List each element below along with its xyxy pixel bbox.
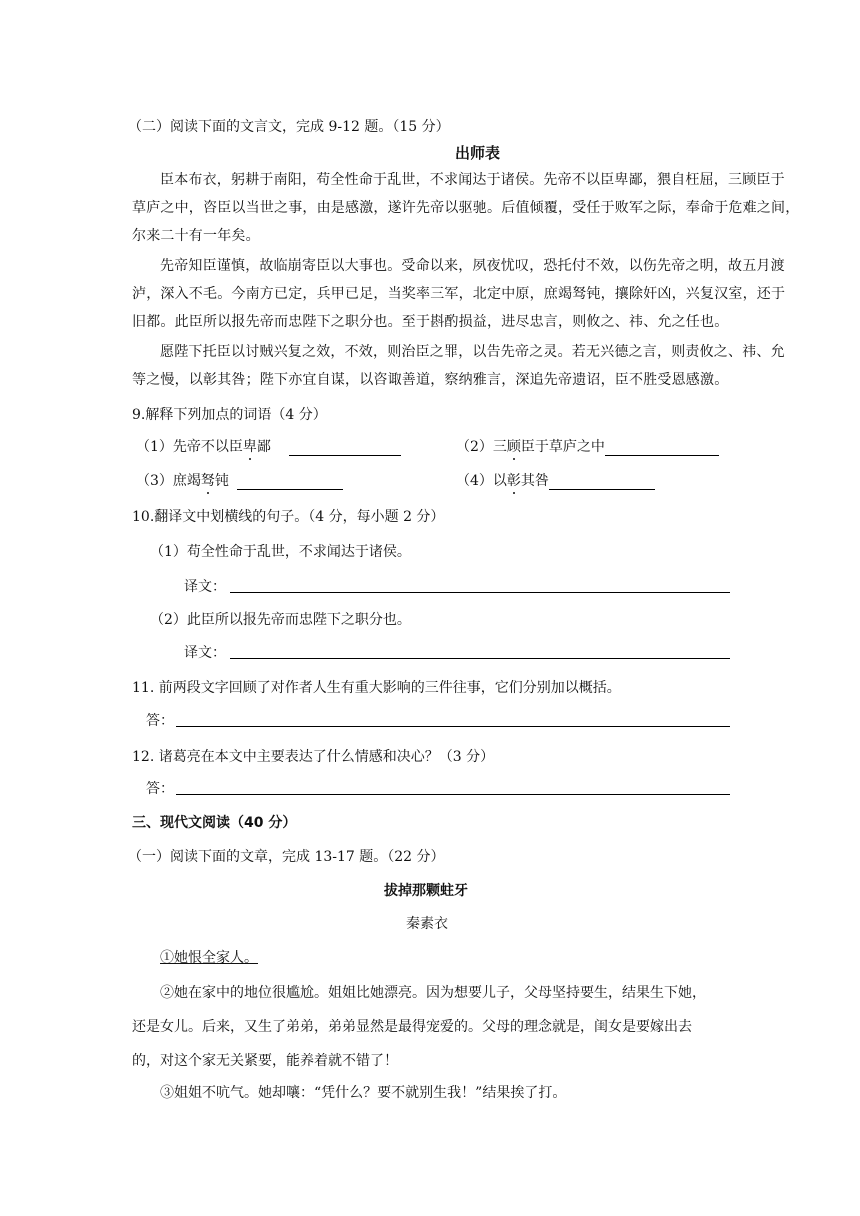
q10-sentence-2: （2）此臣所以报先帝而忠陛下之职分也。 [150, 612, 411, 628]
passage-line: 草庐之中，咨臣以当世之事，由是感激，遂许先帝以驱驰。后值倾覆，受任于败军之际，奉命于危难之间， [132, 200, 800, 216]
q9-item-text: （2）三 [456, 439, 507, 455]
q10-sentence-1: （1）苟全性命于乱世，不求闻达于诸侯。 [150, 544, 411, 560]
answer-line[interactable] [230, 592, 730, 593]
passage-line: 愿陛下托臣以讨贼兴复之效，不效，则治臣之罪，以告先帝之灵。若无兴德之言，则责攸之、祎、允 [160, 344, 785, 360]
question-10-title: 10.翻译文中划横线的句子。（4 分，每小题 2 分） [132, 509, 445, 525]
answer-line[interactable] [176, 726, 730, 727]
answer-label: 答： [146, 781, 174, 797]
dotted-char: 顾 [506, 439, 521, 455]
question-11-title: 11. 前两段文字回顾了对作者人生有重大影响的三件往事，它们分别加以概括。 [132, 680, 621, 696]
sub-section-header: （一）阅读下面的文章，完成 13-17 题。（22 分） [128, 849, 445, 865]
passage-line: 等之慢，以彰其咎；陛下亦宜自谋，以咨诹善道，察纳雅言，深追先帝遗诏，臣不胜受恩感激。 [132, 372, 729, 388]
answer-blank[interactable] [549, 475, 655, 490]
q9-item-1 [136, 436, 401, 456]
section-header: 三、现代文阅读（40 分） [132, 815, 297, 831]
article-paragraph: ③姐姐不吭气。她却嚷：“凭什么？要不就别生我！”结果挨了打。 [160, 1085, 567, 1101]
article-author: 秦素衣 [406, 916, 448, 932]
passage-title: 出师表 [455, 144, 501, 162]
q9-item-text: 臣于草庐之中 [520, 439, 605, 455]
answer-line[interactable] [176, 794, 730, 795]
translate-label: 译文： [184, 579, 226, 595]
answer-line[interactable] [230, 658, 730, 659]
answer-label: 答： [146, 713, 174, 729]
section-header: （二）阅读下面的文言文，完成 9-12 题。（15 分） [128, 119, 450, 135]
article-line: ②她在家中的地位很尴尬。姐姐比她漂亮。因为想要儿子，父母坚持要生，结果生下她， [160, 985, 706, 1001]
passage-line: 先帝知臣谨慎，故临崩寄臣以大事也。受命以来，夙夜忧叹，恐托付不效，以伤先帝之明，故五月渡 [160, 258, 785, 274]
dotted-char: 驽 [200, 473, 215, 489]
q9-item-text: （1）先帝不以臣 [136, 439, 243, 455]
q9-item-4 [456, 470, 655, 490]
passage-line: 泸，深入不毛。今南方已定，兵甲已足，当奖率三军，北定中原，庶竭驽钝，攘除奸凶，兴复汉室，还于 [132, 286, 786, 302]
passage-line: 旧都。此臣所以报先帝而忠陛下之职分也。至于斟酌损益，进尽忠言，则攸之、祎、允之任也。 [132, 314, 729, 330]
q9-item-text: （4）以 [456, 473, 507, 489]
passage-line: 臣本布衣，躬耕于南阳，苟全性命于乱世，不求闻达于诸侯。先帝不以臣卑鄙，猥自枉屈，三顾臣于 [160, 172, 785, 188]
q9-item-text: 鄙 [256, 439, 271, 455]
q9-item-3 [136, 470, 343, 490]
article-line: 的，对这个家无关紧要，能养着就不错了！ [132, 1053, 398, 1069]
translate-label: 译文： [184, 645, 226, 661]
answer-blank[interactable] [289, 441, 401, 456]
dotted-char: 彰 [506, 473, 521, 489]
dotted-char: 卑 [242, 439, 257, 455]
passage-line: 尔来二十有一年矣。 [132, 228, 260, 244]
answer-blank[interactable] [237, 475, 343, 490]
q9-item-text: 钝 [214, 473, 229, 489]
q9-item-text: 其咎 [520, 473, 549, 489]
question-12-title: 12. 诸葛亮在本文中主要表达了什么情感和决心？（3 分） [132, 749, 495, 765]
q9-item-text: （3）庶竭 [136, 473, 201, 489]
article-paragraph: ①她恨全家人。 [160, 950, 258, 966]
q9-item-2 [456, 436, 719, 456]
answer-blank[interactable] [605, 441, 719, 456]
article-title: 拔掉那颗蛀牙 [384, 883, 468, 899]
article-line: 还是女儿。后来，又生了弟弟，弟弟显然是最得宠爱的。父母的理念就是，闺女是要嫁出去 [132, 1019, 692, 1035]
question-9-title: 9.解释下列加点的词语（4 分） [132, 407, 327, 423]
